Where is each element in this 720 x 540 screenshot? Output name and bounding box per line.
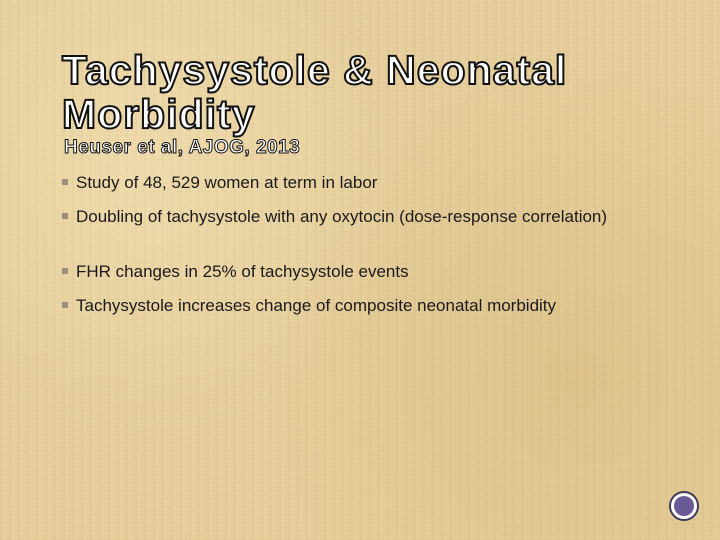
bullet-item <box>62 261 662 282</box>
bullet-item <box>62 172 662 193</box>
slide-nav-button[interactable] <box>669 491 699 521</box>
bullet-text: FHR changes in 25% of tachysystole events <box>76 262 409 281</box>
bullet-text: Tachysystole increases change of composite neonatal morbidity <box>76 296 557 315</box>
square-bullet-icon <box>62 179 68 185</box>
square-bullet-icon <box>62 213 68 219</box>
slide-subtitle: Heuser et al, AJOG, 2013 <box>64 137 301 158</box>
square-bullet-icon <box>62 302 68 308</box>
slide-title: Tachysystole & Neonatal Morbidity <box>62 47 568 137</box>
bullet-text: Study of 48, 529 women at term in labor <box>76 173 378 192</box>
bullet-item <box>62 206 662 227</box>
bullet-item <box>62 295 662 316</box>
square-bullet-icon <box>62 268 68 274</box>
circle-icon <box>674 496 694 516</box>
bullet-text: Doubling of tachysystole with any oxytocin (dose-response correlation) <box>76 207 608 226</box>
